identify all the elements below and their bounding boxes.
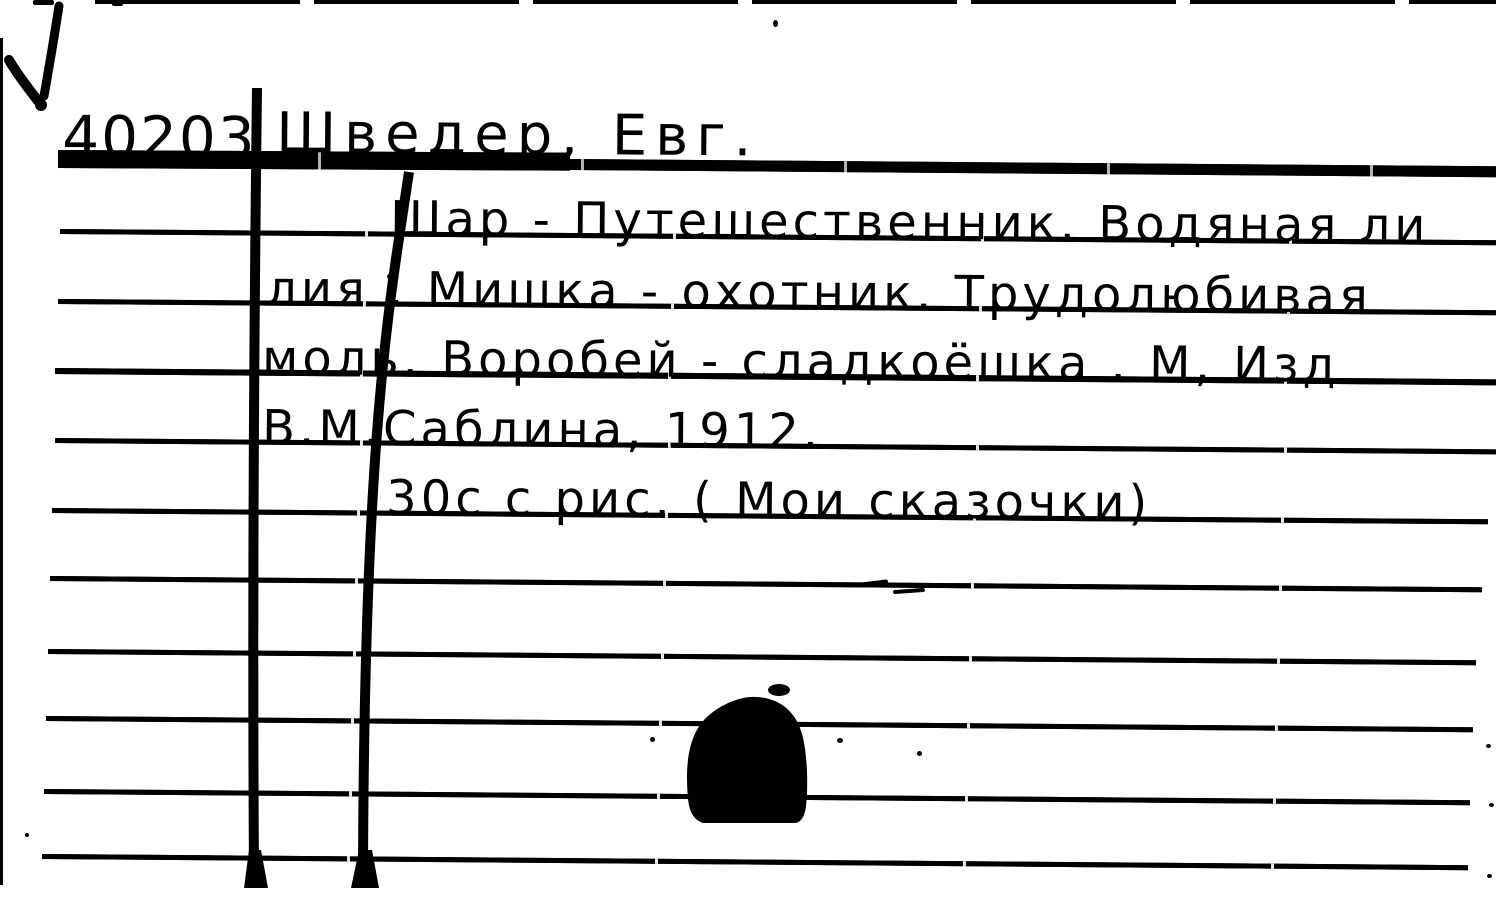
scan-speck	[837, 738, 843, 743]
call-number: 40203	[61, 103, 257, 173]
scan-speck	[917, 751, 922, 756]
author-heading: Шведер, Евг.	[275, 101, 760, 170]
title-line-2: лия . Мишка - охотник. Трудолюбивая	[265, 261, 1373, 325]
scan-speck	[1486, 744, 1491, 748]
vertical-rule-left	[244, 88, 268, 888]
title-line-3: моль. Воробей - сладкоёшка . М, Изд	[261, 330, 1340, 394]
pen-checkmark-icon	[9, 6, 59, 111]
imprint-line: В.М.Саблина, 1912.	[261, 400, 823, 460]
scan-speck	[1489, 803, 1494, 807]
collation-line: 30с с рис. ( Мои сказочки)	[385, 470, 1152, 532]
scan-speck	[1487, 874, 1492, 878]
scan-speck	[25, 833, 29, 837]
ink-speck	[768, 684, 790, 696]
ink-blot-icon	[687, 684, 807, 823]
title-line-1: Шар - Путешественник. Водяная ли	[389, 191, 1430, 255]
scan-speck	[650, 737, 655, 742]
scan-speck	[773, 20, 778, 27]
